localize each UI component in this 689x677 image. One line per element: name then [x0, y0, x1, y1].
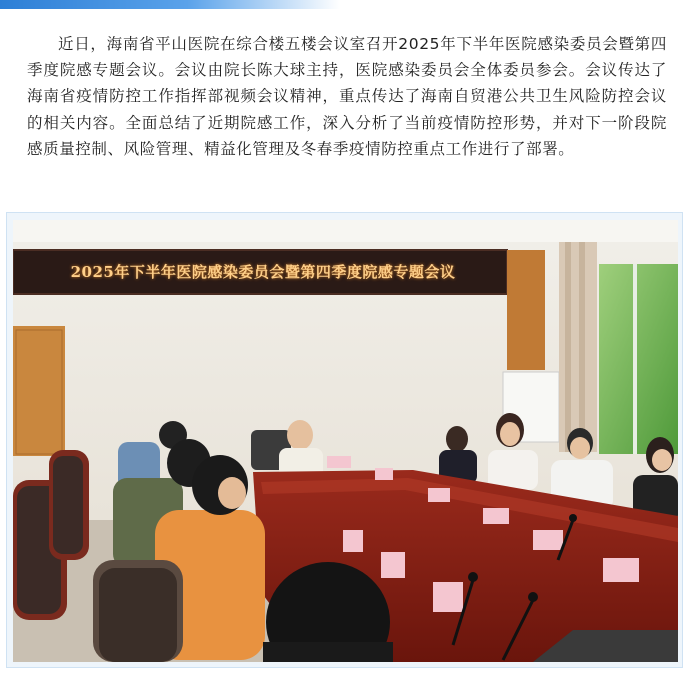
meeting-scene [13, 220, 678, 662]
led-banner-text: 2025年下半年医院感染委员会暨第四季度院感专题会议 [70, 263, 456, 281]
window [599, 264, 678, 454]
person-chairman [287, 420, 313, 450]
wood-door [13, 326, 65, 456]
article-paragraph: 近日，海南省平山医院在综合楼五楼会议室召开2025年下半年医院感染委员会暨第四季度院感专题会议。会议由院长陈大球主持，医院感染委员会全体委员参会。会议传达了海南省疫情防控工作指挥部视频会议精神，重点传达了海南自贸港公共卫生风险防控会议的相关内容。全面总结了近期院感工作，深入分析了当前疫情防控形势，并对下一阶段院感质量控制、风险管理、精益化管理及冬春季疫情防控重点工作进行了部署。 [27, 35, 667, 158]
meeting-photo [13, 220, 678, 662]
nameplate [327, 456, 351, 468]
header-accent-bar [0, 0, 340, 9]
